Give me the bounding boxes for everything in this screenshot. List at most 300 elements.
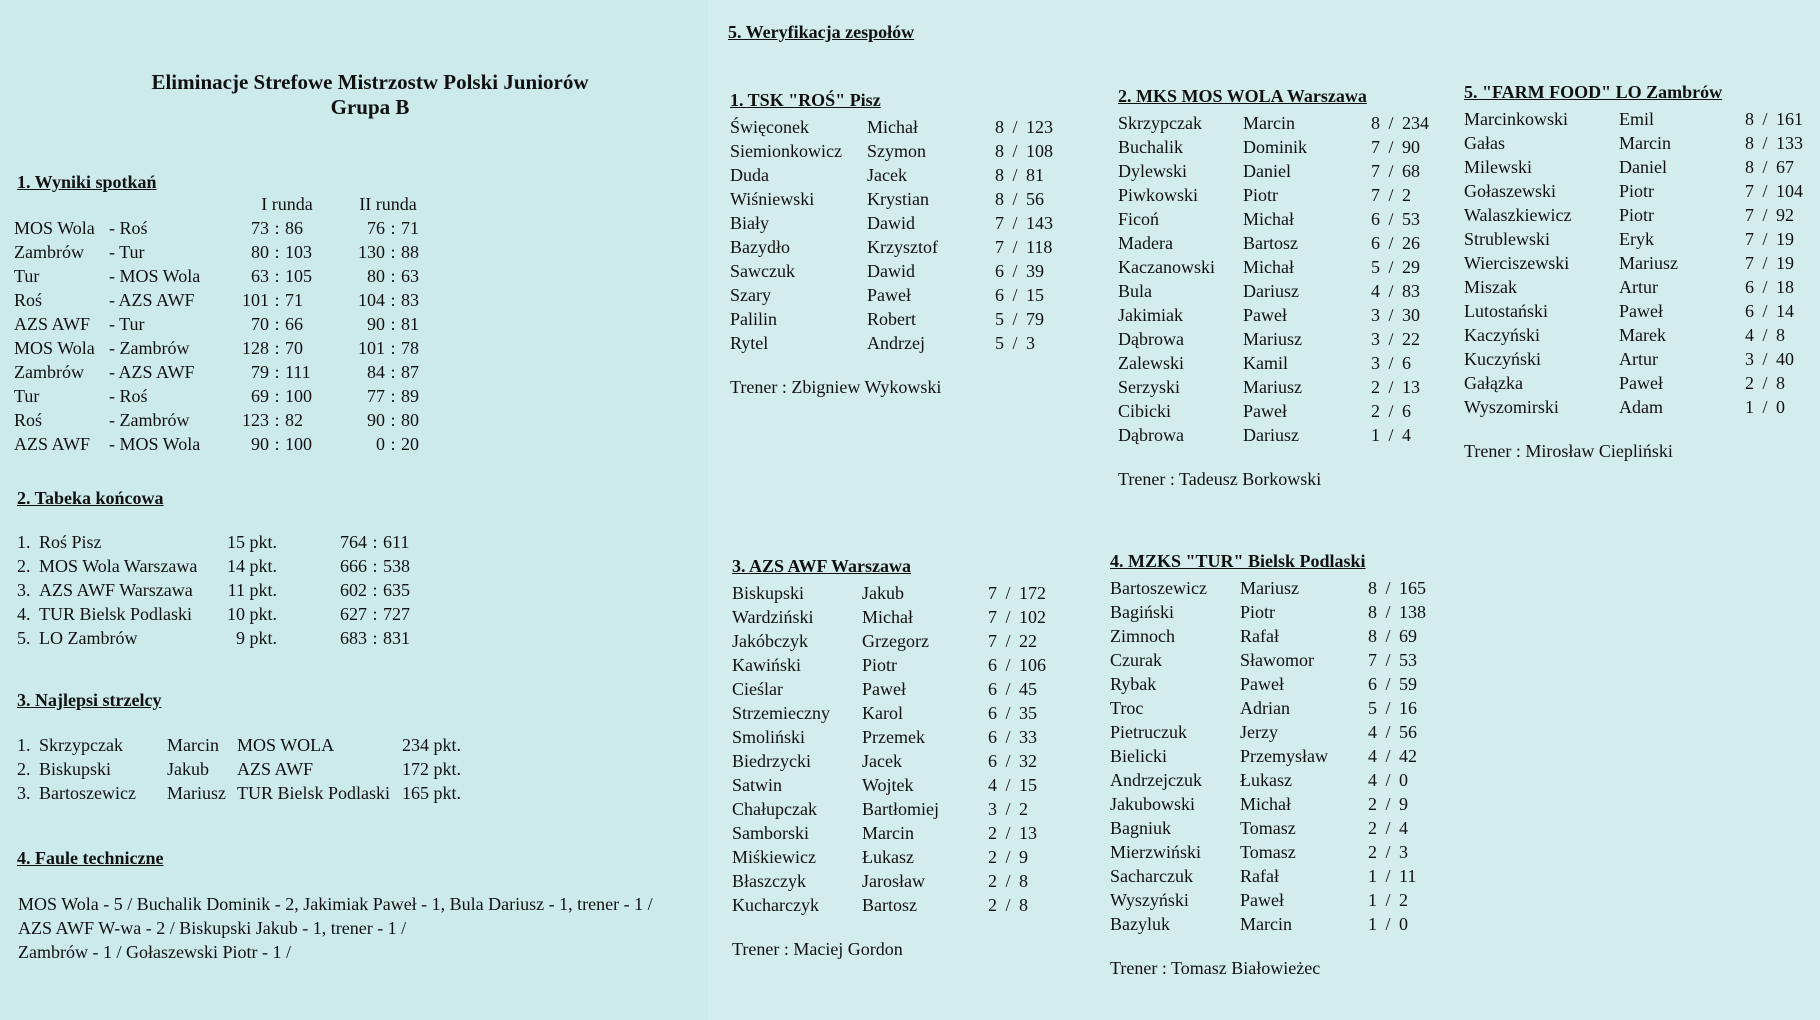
- roster-table: [732, 581, 1055, 917]
- away-team: - Zambrów: [109, 337, 190, 358]
- games-played: 4: [1368, 769, 1377, 790]
- separator: /: [1385, 577, 1391, 598]
- home-team: Roś: [14, 289, 43, 310]
- player-first-name: Bartosz: [862, 894, 917, 915]
- standings-row: [17, 530, 423, 554]
- fouls-section: [18, 892, 653, 964]
- games-played: 2: [1745, 372, 1754, 393]
- player-last-name: Dąbrowa: [1118, 328, 1184, 349]
- team-name: AZS AWF Warszawa: [39, 579, 193, 600]
- separator: :: [390, 289, 396, 310]
- separator: /: [1385, 697, 1391, 718]
- points-scored: 143: [1026, 212, 1053, 233]
- games-played: 3: [1371, 304, 1380, 325]
- player-row: [732, 677, 1055, 701]
- home-team: AZS AWF: [14, 313, 91, 334]
- games-played: 2: [1371, 400, 1380, 421]
- player-row: [730, 307, 1062, 331]
- score: 90: [367, 409, 385, 430]
- games-played: 8: [1368, 601, 1377, 622]
- points-scored: 106: [1019, 654, 1046, 675]
- player-row: [732, 581, 1055, 605]
- player-row: [732, 653, 1055, 677]
- score: 100: [285, 385, 312, 406]
- first-name: Marcin: [167, 734, 219, 755]
- player-first-name: Daniel: [1243, 160, 1291, 181]
- player-last-name: Wierciszewski: [1464, 252, 1570, 273]
- result-row: [14, 240, 431, 264]
- separator: /: [1012, 260, 1018, 281]
- points: 15 pkt.: [226, 531, 277, 552]
- player-first-name: Łukasz: [862, 846, 914, 867]
- games-played: 3: [988, 798, 997, 819]
- separator: /: [1388, 112, 1394, 133]
- player-last-name: Cieślar: [732, 678, 783, 699]
- points-scored: 2: [1402, 184, 1411, 205]
- player-last-name: Bula: [1118, 280, 1152, 301]
- points-scored: 4: [1399, 817, 1408, 838]
- score: 128: [242, 337, 269, 358]
- away-team: - MOS Wola: [109, 433, 201, 454]
- games-played: 1: [1368, 865, 1377, 886]
- score: 666: [340, 555, 367, 576]
- separator: /: [1005, 702, 1011, 723]
- player-first-name: Piotr: [1243, 184, 1279, 205]
- team-block-ros: [730, 90, 1062, 398]
- position: 3.: [17, 579, 31, 600]
- separator: /: [1385, 889, 1391, 910]
- separator: /: [1005, 606, 1011, 627]
- scorers-table: [17, 733, 482, 805]
- player-first-name: Daniel: [1619, 156, 1667, 177]
- separator: /: [1012, 236, 1018, 257]
- player-last-name: Bielicki: [1110, 745, 1167, 766]
- games-played: 2: [1368, 793, 1377, 814]
- player-last-name: Zimnoch: [1110, 625, 1175, 646]
- player-last-name: Sacharczuk: [1110, 865, 1193, 886]
- points-scored: 22: [1402, 328, 1420, 349]
- score: 103: [285, 241, 312, 262]
- score: 764: [340, 531, 367, 552]
- result-row: [14, 432, 431, 456]
- player-first-name: Eryk: [1619, 228, 1654, 249]
- score: 78: [401, 337, 419, 358]
- player-row: [732, 605, 1055, 629]
- separator: /: [1012, 284, 1018, 305]
- player-row: [1110, 696, 1435, 720]
- player-row: [730, 235, 1062, 259]
- score: 80: [251, 241, 269, 262]
- home-team: AZS AWF: [14, 433, 91, 454]
- separator: :: [274, 289, 280, 310]
- player-last-name: Madera: [1118, 232, 1173, 253]
- separator: /: [1762, 204, 1768, 225]
- separator: /: [1762, 324, 1768, 345]
- points-scored: 3: [1399, 841, 1408, 862]
- player-first-name: Grzegorz: [862, 630, 929, 651]
- player-row: [1118, 135, 1438, 159]
- points-scored: 4: [1402, 424, 1411, 445]
- points: 172 pkt.: [402, 758, 462, 779]
- player-last-name: Biskupski: [732, 582, 805, 603]
- points-scored: 8: [1019, 894, 1028, 915]
- games-played: 7: [988, 630, 997, 651]
- separator: /: [1762, 108, 1768, 129]
- games-played: 7: [995, 236, 1004, 257]
- separator: /: [1385, 865, 1391, 886]
- games-played: 6: [988, 702, 997, 723]
- player-first-name: Paweł: [1240, 673, 1284, 694]
- player-row: [732, 725, 1055, 749]
- team-block-mos-wola: [1118, 86, 1438, 490]
- points-scored: 40: [1776, 348, 1794, 369]
- points-scored: 92: [1776, 204, 1794, 225]
- points-scored: 13: [1019, 822, 1037, 843]
- player-first-name: Dawid: [867, 212, 915, 233]
- score: 89: [401, 385, 419, 406]
- points-scored: 2: [1399, 889, 1408, 910]
- separator: /: [1762, 372, 1768, 393]
- player-row: [732, 869, 1055, 893]
- player-last-name: Wiśniewski: [730, 188, 815, 209]
- points-scored: 3: [1026, 332, 1035, 353]
- player-first-name: Paweł: [867, 284, 911, 305]
- player-last-name: Bazydło: [730, 236, 790, 257]
- player-first-name: Dariusz: [1243, 424, 1299, 445]
- player-last-name: Pietruczuk: [1110, 721, 1187, 742]
- away-team: - MOS Wola: [109, 265, 201, 286]
- player-row: [1110, 816, 1435, 840]
- games-played: 3: [1371, 352, 1380, 373]
- score: 76: [367, 217, 385, 238]
- player-last-name: Wardziński: [732, 606, 814, 627]
- player-row: [1464, 227, 1812, 251]
- separator: /: [1005, 582, 1011, 603]
- team-name: 1. TSK "ROŚ" Pisz: [730, 90, 881, 110]
- results-heading: 1. Wyniki spotkań: [17, 172, 157, 192]
- separator: /: [1012, 140, 1018, 161]
- player-last-name: Gałas: [1464, 132, 1505, 153]
- player-first-name: Michał: [1243, 208, 1294, 229]
- games-played: 4: [1745, 324, 1754, 345]
- player-row: [1118, 207, 1438, 231]
- player-row: [1464, 179, 1812, 203]
- player-last-name: Cibicki: [1118, 400, 1171, 421]
- separator: /: [1762, 276, 1768, 297]
- player-row: [1118, 159, 1438, 183]
- score: 90: [251, 433, 269, 454]
- player-row: [732, 701, 1055, 725]
- player-first-name: Przemek: [862, 726, 925, 747]
- games-played: 2: [1368, 817, 1377, 838]
- player-first-name: Piotr: [1619, 204, 1655, 225]
- player-last-name: Kucharczyk: [732, 894, 819, 915]
- player-row: [1464, 395, 1812, 419]
- player-first-name: Rafał: [1240, 865, 1279, 886]
- points: 11 pkt.: [227, 579, 277, 600]
- score: 71: [285, 289, 303, 310]
- player-first-name: Wojtek: [862, 774, 914, 795]
- player-last-name: Dąbrowa: [1118, 424, 1184, 445]
- separator: /: [1385, 745, 1391, 766]
- separator: /: [1762, 300, 1768, 321]
- player-row: [1110, 840, 1435, 864]
- games-played: 7: [1371, 160, 1380, 181]
- points-scored: 234: [1402, 112, 1429, 133]
- home-team: Roś: [14, 409, 43, 430]
- team-name: AZS AWF: [237, 758, 314, 779]
- player-last-name: Dylewski: [1118, 160, 1187, 181]
- separator: :: [274, 313, 280, 334]
- first-name: Jakub: [167, 758, 209, 779]
- player-row: [732, 845, 1055, 869]
- games-played: 7: [1368, 649, 1377, 670]
- games-played: 8: [995, 116, 1004, 137]
- player-last-name: Mierzwiński: [1110, 841, 1201, 862]
- player-row: [730, 139, 1062, 163]
- player-row: [1464, 107, 1812, 131]
- separator: /: [1388, 304, 1394, 325]
- separator: /: [1385, 841, 1391, 862]
- player-last-name: Marcinkowski: [1464, 108, 1568, 129]
- player-last-name: Satwin: [732, 774, 783, 795]
- player-row: [732, 773, 1055, 797]
- player-first-name: Jarosław: [862, 870, 925, 891]
- team-name: 3. AZS AWF Warszawa: [732, 556, 912, 576]
- player-first-name: Artur: [1619, 276, 1658, 297]
- foul-line: MOS Wola - 5 / Buchalik Dominik - 2, Jakimiak Paweł - 1, Bula Dariusz - 1, trener - 1 /: [18, 894, 653, 914]
- player-last-name: Ficoń: [1118, 208, 1160, 229]
- separator: :: [274, 361, 280, 382]
- games-played: 6: [988, 678, 997, 699]
- games-played: 5: [995, 308, 1004, 329]
- score: 831: [383, 627, 410, 648]
- team-name: MOS Wola Warszawa: [39, 555, 198, 576]
- result-row: [14, 336, 431, 360]
- points-scored: 6: [1402, 400, 1411, 421]
- separator: /: [1005, 894, 1011, 915]
- last-name: Skrzypczak: [39, 734, 123, 755]
- player-first-name: Paweł: [1619, 300, 1663, 321]
- points-scored: 14: [1776, 300, 1794, 321]
- games-played: 8: [995, 164, 1004, 185]
- foul-line: AZS AWF W-wa - 2 / Biskupski Jakub - 1, trener - 1 /: [18, 918, 407, 938]
- separator: /: [1762, 348, 1768, 369]
- player-row: [1464, 131, 1812, 155]
- away-team: - Tur: [109, 313, 145, 334]
- points-scored: 19: [1776, 252, 1794, 273]
- scorer-row: [17, 757, 482, 781]
- player-last-name: Gałązka: [1464, 372, 1523, 393]
- games-played: 2: [988, 870, 997, 891]
- coach: Trener : Zbigniew Wykowski: [730, 377, 942, 397]
- away-team: - Tur: [109, 241, 145, 262]
- separator: :: [274, 409, 280, 430]
- player-row: [1110, 576, 1435, 600]
- result-row: [14, 312, 431, 336]
- separator: :: [372, 579, 378, 600]
- player-last-name: Biedrzycki: [732, 750, 811, 771]
- separator: :: [390, 313, 396, 334]
- player-row: [1118, 327, 1438, 351]
- away-team: - Roś: [109, 217, 148, 238]
- games-played: 8: [1368, 625, 1377, 646]
- position: 2.: [17, 555, 31, 576]
- separator: :: [274, 265, 280, 286]
- foul-line: Zambrów - 1 / Gołaszewski Piotr - 1 /: [18, 942, 291, 962]
- round-2-label: II runda: [359, 193, 417, 214]
- player-row: [1464, 299, 1812, 323]
- separator: /: [1385, 769, 1391, 790]
- score: 88: [401, 241, 419, 262]
- away-team: - AZS AWF: [109, 361, 195, 382]
- games-played: 6: [988, 654, 997, 675]
- player-row: [1118, 255, 1438, 279]
- separator: /: [1012, 116, 1018, 137]
- player-last-name: Rytel: [730, 332, 769, 353]
- points-scored: 81: [1026, 164, 1044, 185]
- separator: :: [372, 555, 378, 576]
- score: 105: [285, 265, 312, 286]
- scorers-section: [17, 733, 482, 805]
- player-last-name: Piwkowski: [1118, 184, 1199, 205]
- player-last-name: Duda: [730, 164, 769, 185]
- points-scored: 2: [1019, 798, 1028, 819]
- player-row: [1118, 279, 1438, 303]
- score: 77: [367, 385, 385, 406]
- player-row: [1118, 111, 1438, 135]
- player-first-name: Piotr: [1619, 180, 1655, 201]
- points-scored: 56: [1026, 188, 1044, 209]
- games-played: 2: [1368, 841, 1377, 862]
- points-scored: 56: [1399, 721, 1417, 742]
- player-first-name: Michał: [1240, 793, 1291, 814]
- separator: /: [1388, 376, 1394, 397]
- player-first-name: Kamil: [1243, 352, 1288, 373]
- home-team: Zambrów: [14, 241, 84, 262]
- score: 63: [251, 265, 269, 286]
- player-row: [1464, 155, 1812, 179]
- player-first-name: Adrian: [1240, 697, 1290, 718]
- player-row: [732, 797, 1055, 821]
- separator: [277, 554, 327, 578]
- player-first-name: Karol: [862, 702, 903, 723]
- games-played: 6: [988, 726, 997, 747]
- points-scored: 8: [1776, 324, 1785, 345]
- score: 100: [285, 433, 312, 454]
- coach: Trener : Tomasz Białowieżec: [1110, 958, 1321, 978]
- points-scored: 22: [1019, 630, 1037, 651]
- player-first-name: Rafał: [1240, 625, 1279, 646]
- score: 538: [383, 555, 410, 576]
- separator: /: [1012, 212, 1018, 233]
- player-last-name: Bagiński: [1110, 601, 1175, 622]
- coach: Trener : Tadeusz Borkowski: [1118, 469, 1322, 489]
- games-played: 8: [995, 188, 1004, 209]
- team-name: 2. MKS MOS WOLA Warszawa: [1118, 86, 1367, 106]
- player-first-name: Jakub: [862, 582, 904, 603]
- separator: /: [1385, 673, 1391, 694]
- points-scored: 39: [1026, 260, 1044, 281]
- separator: /: [1385, 625, 1391, 646]
- player-first-name: Krystian: [867, 188, 929, 209]
- player-first-name: Marcin: [1240, 913, 1292, 934]
- score: 111: [285, 361, 311, 382]
- score: 90: [367, 313, 385, 334]
- games-played: 6: [1371, 232, 1380, 253]
- player-last-name: Rybak: [1110, 673, 1157, 694]
- separator: /: [1005, 846, 1011, 867]
- separator: [277, 602, 327, 626]
- player-last-name: Czurak: [1110, 649, 1162, 670]
- score: 101: [358, 337, 385, 358]
- separator: /: [1385, 817, 1391, 838]
- points-scored: 30: [1402, 304, 1420, 325]
- position: 3.: [17, 782, 31, 803]
- player-row: [1110, 600, 1435, 624]
- separator: /: [1388, 352, 1394, 373]
- player-row: [732, 821, 1055, 845]
- player-row: [1110, 648, 1435, 672]
- games-played: 7: [1371, 184, 1380, 205]
- points-scored: 172: [1019, 582, 1046, 603]
- separator: /: [1388, 424, 1394, 445]
- first-name: Mariusz: [167, 782, 226, 803]
- separator: /: [1005, 822, 1011, 843]
- player-row: [1110, 624, 1435, 648]
- points-scored: 9: [1399, 793, 1408, 814]
- games-played: 2: [988, 894, 997, 915]
- player-first-name: Paweł: [862, 678, 906, 699]
- player-first-name: Tomasz: [1240, 817, 1296, 838]
- player-row: [1110, 672, 1435, 696]
- separator: :: [372, 531, 378, 552]
- player-last-name: Jakóbczyk: [732, 630, 808, 651]
- games-played: 8: [995, 140, 1004, 161]
- separator: /: [1005, 798, 1011, 819]
- standings-row: [17, 554, 423, 578]
- position: 5.: [17, 627, 31, 648]
- separator: :: [274, 241, 280, 262]
- scorers-heading: 3. Najlepsi strzelcy: [17, 690, 162, 710]
- player-first-name: Paweł: [1619, 372, 1663, 393]
- points-scored: 118: [1026, 236, 1053, 257]
- player-last-name: Strublewski: [1464, 228, 1551, 249]
- separator: /: [1388, 232, 1394, 253]
- score: 130: [358, 241, 385, 262]
- score: 602: [340, 579, 367, 600]
- separator: [277, 578, 327, 602]
- points-scored: 102: [1019, 606, 1046, 627]
- games-played: 7: [1371, 136, 1380, 157]
- separator: /: [1005, 750, 1011, 771]
- player-first-name: Bartłomiej: [862, 798, 939, 819]
- player-first-name: Robert: [867, 308, 916, 329]
- games-played: 8: [1371, 112, 1380, 133]
- title-line-2: Grupa B: [330, 95, 410, 119]
- player-last-name: Szary: [730, 284, 771, 305]
- points-scored: 0: [1399, 769, 1408, 790]
- player-row: [1118, 375, 1438, 399]
- team-name: LO Zambrów: [39, 627, 138, 648]
- separator: /: [1385, 793, 1391, 814]
- last-name: Biskupski: [39, 758, 112, 779]
- score: 84: [367, 361, 385, 382]
- games-played: 1: [1371, 424, 1380, 445]
- games-played: 6: [1368, 673, 1377, 694]
- separator: :: [390, 409, 396, 430]
- points-scored: 123: [1026, 116, 1053, 137]
